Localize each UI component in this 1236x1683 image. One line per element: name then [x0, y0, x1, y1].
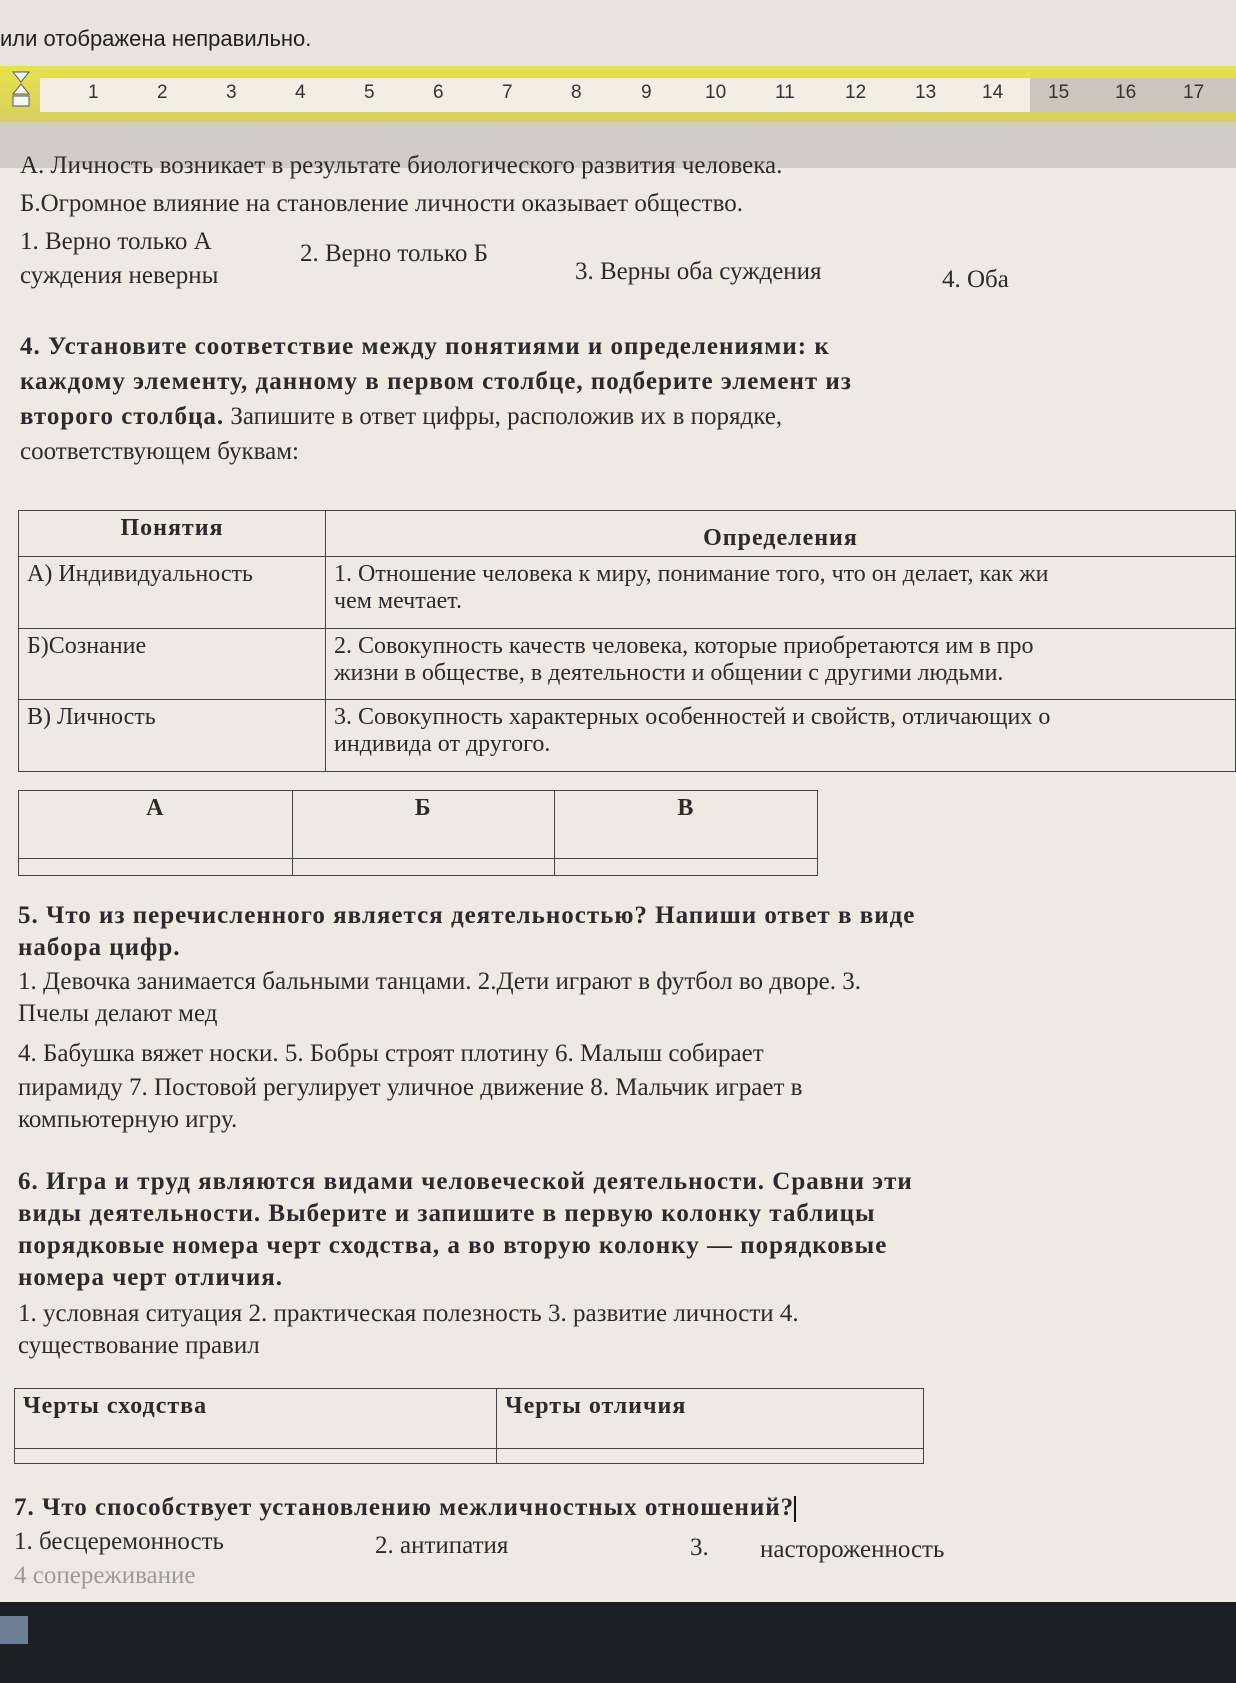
- q4-title-line: [20, 403, 782, 431]
- ruler-number: 12: [845, 82, 867, 103]
- q3-statement-a: А. Личность возникает в результате биологического развития человека.: [20, 152, 783, 179]
- table-row: [19, 628, 1236, 700]
- table-header-definitions: Определения: [326, 511, 1236, 557]
- concept-cell: А) Индивидуальность: [19, 557, 326, 629]
- text-cursor: [794, 1496, 796, 1522]
- info-bar: [0, 0, 1236, 66]
- horizontal-ruler[interactable]: [0, 66, 1236, 122]
- ruler-number: 11: [775, 82, 795, 103]
- info-bar-text: или отображена неправильно.: [0, 26, 312, 51]
- ruler-number: 9: [641, 82, 652, 103]
- ruler-number: 2: [157, 82, 168, 103]
- q4-title-line: каждому элементу, данному в первом столбце, подберите элемент из: [20, 368, 852, 395]
- ruler-number: 13: [915, 82, 937, 103]
- q5-options-line: Пчелы делают мед: [18, 1000, 218, 1027]
- ruler-number: 6: [433, 82, 444, 103]
- q7-question: 7. Что способствует установлению межличностных отношений?: [14, 1494, 795, 1521]
- table-row: [19, 700, 1236, 772]
- q5-options-line: 1. Девочка занимается бальными танцами. 2.Дети играют в футбол во дворе. 3.: [18, 968, 861, 995]
- q3-option-3: 3. Верны оба суждения: [575, 258, 822, 285]
- q5-options-line: компьютерную игру.: [18, 1106, 238, 1133]
- q4-title-line: 4. Установите соответствие между понятиями и определениями: к: [20, 333, 830, 360]
- q6-options-line: существование правил: [18, 1332, 260, 1359]
- ruler-number: 1: [88, 82, 99, 103]
- traits-table: [14, 1388, 924, 1464]
- definition-cell: 1. Отношение человека к миру, понимание того, что он делает, как жи чем мечтает.: [326, 557, 1236, 629]
- q7-option-3-text: настороженность: [760, 1536, 945, 1563]
- q7-option-2: 2. антипатия: [375, 1532, 509, 1559]
- ruler-number: 8: [571, 82, 582, 103]
- answer-table: [18, 790, 818, 876]
- q6-title-line: порядковые номера черт сходства, а во вторую колонку — порядковые: [18, 1232, 888, 1259]
- taskbar-app-icon[interactable]: [0, 1616, 28, 1644]
- indent-marker-icon[interactable]: [12, 70, 30, 110]
- q4-title-line: соответствующем буквам:: [20, 438, 299, 465]
- q5-options-line: пирамиду 7. Постовой регулирует уличное движение 8. Мальчик играет в: [18, 1074, 803, 1101]
- q4-regular-part: Запишите в ответ цифры, расположив их в порядке,: [224, 403, 783, 430]
- taskbar: [0, 1602, 1236, 1683]
- q5-title-line: набора цифр.: [18, 934, 181, 961]
- answer-cell-v[interactable]: [554, 859, 817, 876]
- definition-cell: 3. Совокупность характерных особенностей и свойств, отличающих о индивида от другого.: [326, 700, 1236, 772]
- q7-option-4-cut: [14, 1562, 196, 1574]
- answer-header-a: А: [19, 791, 293, 859]
- answer-cell-a[interactable]: [19, 859, 293, 876]
- concepts-table: [18, 510, 1236, 772]
- ruler-number: 15: [1048, 82, 1070, 103]
- q6-title-line: 6. Игра и труд являются видами человеческой деятельности. Сравни эти: [18, 1168, 913, 1195]
- traits-cell-similarity[interactable]: [15, 1449, 497, 1464]
- q6-title-line: номера черт отличия.: [18, 1264, 284, 1291]
- traits-header-similarity: Черты сходства: [15, 1389, 497, 1449]
- concept-cell: Б)Сознание: [19, 628, 326, 700]
- answer-header-v: В: [554, 791, 817, 859]
- ruler-number: 14: [982, 82, 1004, 103]
- traits-cell-difference[interactable]: [497, 1449, 924, 1464]
- table-header-concepts: Понятия: [19, 511, 326, 557]
- q5-options-line: 4. Бабушка вяжет носки. 5. Бобры строят плотину 6. Малыш собирает: [18, 1040, 764, 1067]
- ruler-number: 17: [1183, 82, 1205, 103]
- ruler-number: 3: [226, 82, 237, 103]
- q3-option-4-continued: суждения неверны: [20, 262, 219, 289]
- definition-cell: 2. Совокупность качеств человека, которые приобретаются им в про жизни в обществе, в деятельности и общении с другими людьми.: [326, 628, 1236, 700]
- q4-bold-part: второго столбца.: [20, 403, 225, 430]
- q7-option-1: 1. бесцеремонность: [14, 1528, 224, 1555]
- q5-title-line: 5. Что из перечисленного является деятельностью? Напиши ответ в виде: [18, 902, 916, 929]
- ruler-number: 16: [1115, 82, 1137, 103]
- q3-option-4: 4. Оба: [942, 266, 1009, 293]
- q6-title-line: виды деятельности. Выберите и запишите в первую колонку таблицы: [18, 1200, 876, 1227]
- answer-header-b: Б: [292, 791, 554, 859]
- ruler-number: 5: [364, 82, 375, 103]
- concept-cell: В) Личность: [19, 700, 326, 772]
- ruler-number: 4: [295, 82, 306, 103]
- q3-statement-b: Б.Огромное влияние на становление личности оказывает общество.: [20, 190, 743, 217]
- q7-option-3: 3.: [690, 1534, 709, 1561]
- ruler-number: 10: [705, 82, 727, 103]
- q3-option-1: 1. Верно только А: [20, 228, 212, 255]
- traits-header-difference: Черты отличия: [497, 1389, 924, 1449]
- ruler-number: 7: [502, 82, 513, 103]
- q6-options-line: 1. условная ситуация 2. практическая полезность 3. развитие личности 4.: [18, 1300, 799, 1327]
- q3-option-2: 2. Верно только Б: [300, 240, 489, 267]
- answer-cell-b[interactable]: [292, 859, 554, 876]
- table-row: [19, 557, 1236, 629]
